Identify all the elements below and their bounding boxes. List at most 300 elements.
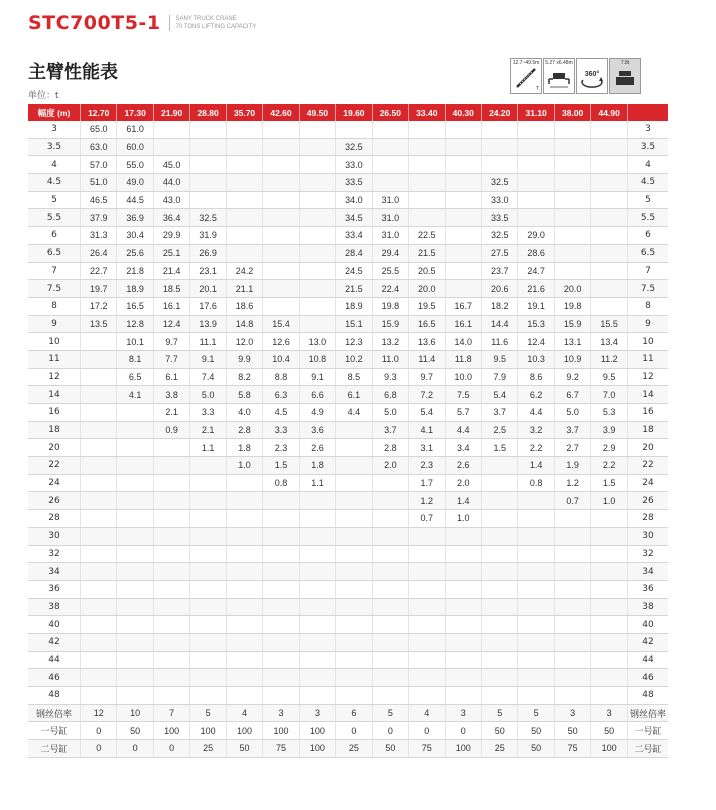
- radius-cell: 3.5: [28, 138, 81, 156]
- load-cell: 44.5: [117, 191, 153, 209]
- load-cell: 49.0: [117, 174, 153, 192]
- load-cell: [190, 457, 226, 475]
- load-cell: [372, 474, 408, 492]
- load-cell: [554, 209, 590, 227]
- load-cell: [518, 156, 554, 174]
- load-cell: [336, 421, 372, 439]
- load-cell: 5: [518, 704, 554, 722]
- load-cell: 25: [190, 740, 226, 758]
- load-cell: 33.4: [336, 227, 372, 245]
- load-cell: 0: [153, 740, 189, 758]
- radius-cell: 34: [28, 563, 81, 581]
- load-cell: [263, 510, 299, 528]
- load-cell: 1.7: [409, 474, 445, 492]
- radius-cell: 4: [28, 156, 81, 174]
- radius-cell: 18: [28, 421, 81, 439]
- load-cell: [481, 633, 517, 651]
- load-cell: [226, 121, 262, 138]
- load-cell: 5.0: [554, 404, 590, 422]
- radius-cell: 6: [28, 227, 81, 245]
- load-cell: 29.0: [518, 227, 554, 245]
- unit-label: 单位：t: [28, 91, 59, 101]
- load-cell: [299, 315, 335, 333]
- load-cell: [117, 421, 153, 439]
- load-cell: [81, 439, 117, 457]
- load-cell: [554, 527, 590, 545]
- load-cell: [299, 121, 335, 138]
- load-cell: 13.0: [299, 333, 335, 351]
- load-cell: 55.0: [117, 156, 153, 174]
- load-cell: 3.1: [409, 439, 445, 457]
- load-cell: [591, 651, 628, 669]
- load-cell: 12.4: [153, 315, 189, 333]
- config-icons: [510, 58, 642, 94]
- table-row: [28, 439, 668, 457]
- load-cell: [591, 244, 628, 262]
- load-cell: [554, 138, 590, 156]
- load-cell: 33.5: [336, 174, 372, 192]
- load-cell: [481, 669, 517, 687]
- load-cell: [81, 386, 117, 404]
- boom-length-header: 40.30: [445, 104, 481, 121]
- load-cell: 12.6: [263, 333, 299, 351]
- load-cell: 13.5: [81, 315, 117, 333]
- load-cell: [226, 191, 262, 209]
- counterweight-label: 7.8t: [620, 60, 630, 66]
- table-header-row: [28, 104, 668, 121]
- load-cell: 27.5: [481, 244, 517, 262]
- load-cell: [591, 616, 628, 634]
- load-cell: 12: [81, 704, 117, 722]
- rotation-360-icon: [576, 58, 608, 94]
- load-cell: 63.0: [81, 138, 117, 156]
- load-cell: 1.0: [445, 510, 481, 528]
- load-cell: [518, 527, 554, 545]
- load-cell: [117, 439, 153, 457]
- load-cell: [226, 474, 262, 492]
- counterweight-icon: [609, 58, 641, 94]
- load-cell: 0: [409, 722, 445, 740]
- load-cell: 50: [372, 740, 408, 758]
- load-cell: 6.1: [153, 368, 189, 386]
- table-row: [28, 386, 668, 404]
- brand-header: [28, 12, 256, 34]
- load-cell: 7.0: [591, 386, 628, 404]
- load-cell: [153, 527, 189, 545]
- load-cell: 2.1: [153, 404, 189, 422]
- load-cell: [445, 262, 481, 280]
- radius-cell-right: 6: [628, 227, 669, 245]
- load-cell: 36.4: [153, 209, 189, 227]
- radius-cell: 38: [28, 598, 81, 616]
- load-cell: [591, 174, 628, 192]
- table-row: [28, 209, 668, 227]
- load-cell: 44.0: [153, 174, 189, 192]
- load-cell: 0: [81, 740, 117, 758]
- load-cell: [336, 563, 372, 581]
- load-cell: [299, 687, 335, 705]
- load-cell: 33.0: [336, 156, 372, 174]
- load-cell: [226, 669, 262, 687]
- table-row: [28, 457, 668, 475]
- boom-length-header: 31.10: [518, 104, 554, 121]
- load-cell: 50: [591, 722, 628, 740]
- boom-length-header: 28.80: [190, 104, 226, 121]
- radius-cell-right: 11: [628, 350, 669, 368]
- radius-cell-right: 42: [628, 633, 669, 651]
- load-cell: [153, 545, 189, 563]
- radius-cell-right: 3.5: [628, 138, 669, 156]
- load-cell: [299, 138, 335, 156]
- load-cell: [481, 580, 517, 598]
- load-cell: 10.9: [554, 350, 590, 368]
- load-cell: 28.6: [518, 244, 554, 262]
- load-cell: [117, 404, 153, 422]
- load-cell: [226, 580, 262, 598]
- load-cell: [117, 598, 153, 616]
- load-cell: 2.8: [226, 421, 262, 439]
- load-cell: [409, 651, 445, 669]
- table-row: [28, 333, 668, 351]
- load-cell: [554, 687, 590, 705]
- load-cell: 12.4: [518, 333, 554, 351]
- load-cell: 7.5: [445, 386, 481, 404]
- radius-cell-right: 40: [628, 616, 669, 634]
- load-cell: 18.2: [481, 297, 517, 315]
- boom-length-header: 35.70: [226, 104, 262, 121]
- load-cell: 14.0: [445, 333, 481, 351]
- boom-length-header: 21.90: [153, 104, 189, 121]
- load-cell: [226, 545, 262, 563]
- table-row: [28, 687, 668, 705]
- radius-cell: 40: [28, 616, 81, 634]
- brand-subtitle-line1: SANY TRUCK CRANE: [175, 16, 237, 22]
- load-cell: 3.8: [153, 386, 189, 404]
- radius-cell: 钢丝倍率: [28, 704, 81, 722]
- load-cell: [481, 616, 517, 634]
- load-cell: [336, 492, 372, 510]
- load-cell: [336, 545, 372, 563]
- load-cell: 0.8: [263, 474, 299, 492]
- load-cell: 5: [481, 704, 517, 722]
- load-cell: 75: [409, 740, 445, 758]
- load-cell: [409, 156, 445, 174]
- load-cell: [226, 510, 262, 528]
- load-cell: 6.7: [554, 386, 590, 404]
- load-cell: 1.0: [591, 492, 628, 510]
- load-cell: [299, 156, 335, 174]
- load-cell: [336, 616, 372, 634]
- load-cell: 7.9: [481, 368, 517, 386]
- load-cell: 50: [554, 722, 590, 740]
- load-cell: [299, 616, 335, 634]
- load-cell: [153, 633, 189, 651]
- load-cell: [299, 633, 335, 651]
- load-cell: 3.7: [372, 421, 408, 439]
- load-cell: 5.4: [481, 386, 517, 404]
- load-cell: [190, 156, 226, 174]
- load-cell: [153, 457, 189, 475]
- radius-cell: 4.5: [28, 174, 81, 192]
- load-cell: [481, 492, 517, 510]
- load-cell: [445, 563, 481, 581]
- load-cell: 16.5: [117, 297, 153, 315]
- load-cell: [336, 474, 372, 492]
- load-cell: 16.1: [445, 315, 481, 333]
- load-cell: 32.5: [190, 209, 226, 227]
- load-cell: [81, 510, 117, 528]
- load-cell: 50: [481, 722, 517, 740]
- load-cell: 13.2: [372, 333, 408, 351]
- table-row: [28, 315, 668, 333]
- load-cell: 9.9: [226, 350, 262, 368]
- load-cell: [554, 121, 590, 138]
- load-cell: 11.2: [591, 350, 628, 368]
- radius-cell-right: 38: [628, 598, 669, 616]
- load-cell: 15.5: [591, 315, 628, 333]
- load-cell: 18.5: [153, 280, 189, 298]
- radius-header: 幅度 (m): [28, 104, 81, 121]
- table-row: [28, 350, 668, 368]
- load-cell: [518, 545, 554, 563]
- load-cell: 5.7: [445, 404, 481, 422]
- brand-divider: [169, 15, 170, 31]
- load-cell: [591, 191, 628, 209]
- radius-cell: 30: [28, 527, 81, 545]
- load-cell: 2.1: [190, 421, 226, 439]
- load-cell: [554, 510, 590, 528]
- load-cell: 29.9: [153, 227, 189, 245]
- load-cell: [554, 227, 590, 245]
- load-cell: 37.9: [81, 209, 117, 227]
- load-cell: [372, 687, 408, 705]
- load-cell: 4.5: [263, 404, 299, 422]
- load-cell: [409, 669, 445, 687]
- load-cell: 16.1: [153, 297, 189, 315]
- radius-cell: 28: [28, 510, 81, 528]
- load-cell: 18.6: [226, 297, 262, 315]
- load-cell: 46.5: [81, 191, 117, 209]
- load-cell: [226, 244, 262, 262]
- load-cell: [299, 244, 335, 262]
- load-cell: 17.2: [81, 297, 117, 315]
- load-cell: 5.4: [409, 404, 445, 422]
- load-cell: [117, 492, 153, 510]
- load-cell: 2.6: [299, 439, 335, 457]
- load-cell: [226, 156, 262, 174]
- boom-length-header: 24.20: [481, 104, 517, 121]
- load-cell: 2.3: [409, 457, 445, 475]
- load-cell: [372, 492, 408, 510]
- load-cell: [372, 527, 408, 545]
- load-cell: [81, 421, 117, 439]
- load-cell: 15.1: [336, 315, 372, 333]
- load-cell: [591, 156, 628, 174]
- load-cell: [409, 527, 445, 545]
- radius-cell-right: 18: [628, 421, 669, 439]
- load-cell: [445, 545, 481, 563]
- load-cell: [263, 244, 299, 262]
- load-cell: [190, 616, 226, 634]
- load-cell: 11.6: [481, 333, 517, 351]
- load-cell: [190, 545, 226, 563]
- load-cell: [409, 633, 445, 651]
- load-cell: 33.5: [481, 209, 517, 227]
- load-cell: 6.6: [299, 386, 335, 404]
- load-cell: 1.2: [409, 492, 445, 510]
- load-cell: 2.8: [372, 439, 408, 457]
- radius-cell-right: 28: [628, 510, 669, 528]
- boom-length-label: 12.7~49.5m: [512, 60, 540, 66]
- load-cell: 2.0: [445, 474, 481, 492]
- load-cell: [226, 527, 262, 545]
- load-cell: 50: [518, 722, 554, 740]
- load-cell: [591, 580, 628, 598]
- load-cell: 31.0: [372, 191, 408, 209]
- table-row: [28, 722, 668, 740]
- load-cell: 75: [554, 740, 590, 758]
- radius-cell-right: 16: [628, 404, 669, 422]
- model-logo: STC700T5-1: [28, 12, 161, 34]
- load-cell: [481, 527, 517, 545]
- load-cell: 1.4: [518, 457, 554, 475]
- load-cell: [299, 510, 335, 528]
- load-cell: [336, 633, 372, 651]
- table-row: [28, 174, 668, 192]
- radius-cell-right: 10: [628, 333, 669, 351]
- load-cell: [481, 687, 517, 705]
- load-cell: [263, 280, 299, 298]
- load-cell: [81, 457, 117, 475]
- load-cell: 10.0: [445, 368, 481, 386]
- load-cell: 1.5: [263, 457, 299, 475]
- radius-cell: 44: [28, 651, 81, 669]
- load-cell: [263, 563, 299, 581]
- load-cell: [263, 262, 299, 280]
- load-cell: 2.9: [591, 439, 628, 457]
- radius-cell: 14: [28, 386, 81, 404]
- load-cell: 15.9: [554, 315, 590, 333]
- load-cell: [190, 174, 226, 192]
- table-row: [28, 244, 668, 262]
- load-cell: [117, 687, 153, 705]
- table-row: [28, 669, 668, 687]
- load-cell: 11.0: [372, 350, 408, 368]
- load-cell: [372, 598, 408, 616]
- load-cell: 9.7: [409, 368, 445, 386]
- radius-cell-right: 48: [628, 687, 669, 705]
- load-cell: [263, 669, 299, 687]
- load-cell: [481, 563, 517, 581]
- load-cell: 31.3: [81, 227, 117, 245]
- table-row: [28, 421, 668, 439]
- load-cell: 4.4: [336, 404, 372, 422]
- load-cell: [226, 227, 262, 245]
- load-cell: 14.8: [226, 315, 262, 333]
- load-cell: 16.5: [409, 315, 445, 333]
- load-cell: [299, 563, 335, 581]
- load-cell: 13.4: [591, 333, 628, 351]
- load-cell: 8.1: [117, 350, 153, 368]
- load-cell: [153, 510, 189, 528]
- load-cell: 1.9: [554, 457, 590, 475]
- radius-cell-right: 9: [628, 315, 669, 333]
- load-cell: [518, 138, 554, 156]
- radius-cell-right: 12: [628, 368, 669, 386]
- load-cell: [81, 598, 117, 616]
- load-cell: 25.6: [117, 244, 153, 262]
- load-cell: [591, 510, 628, 528]
- load-cell: 22.4: [372, 280, 408, 298]
- load-cell: 2.2: [518, 439, 554, 457]
- load-cell: [263, 156, 299, 174]
- load-cell: [372, 156, 408, 174]
- load-cell: [445, 633, 481, 651]
- load-cell: 6: [336, 704, 372, 722]
- load-cell: 4: [409, 704, 445, 722]
- radius-cell-right: 钢丝倍率: [628, 704, 669, 722]
- load-cell: 100: [299, 722, 335, 740]
- load-cell: [372, 138, 408, 156]
- load-cell: [117, 510, 153, 528]
- table-row: [28, 651, 668, 669]
- load-cell: [226, 633, 262, 651]
- load-cell: 12.3: [336, 333, 372, 351]
- load-cell: 32.5: [336, 138, 372, 156]
- load-cell: [591, 297, 628, 315]
- table-row: [28, 404, 668, 422]
- svg-text:T: T: [536, 86, 540, 92]
- boom-length-header: 19.60: [336, 104, 372, 121]
- load-cell: [263, 633, 299, 651]
- radius-cell-right: 二号缸: [628, 740, 669, 758]
- load-cell: 0: [117, 740, 153, 758]
- load-cell: 23.7: [481, 262, 517, 280]
- load-cell: 50: [518, 740, 554, 758]
- load-cell: [226, 209, 262, 227]
- load-cell: 13.1: [554, 333, 590, 351]
- load-cell: 100: [299, 740, 335, 758]
- load-cell: [190, 598, 226, 616]
- load-cell: [409, 545, 445, 563]
- radius-cell: 7.5: [28, 280, 81, 298]
- load-cell: [190, 510, 226, 528]
- load-cell: 3: [299, 704, 335, 722]
- load-cell: [226, 651, 262, 669]
- boom-length-header: 17.30: [117, 104, 153, 121]
- load-cell: 34.0: [336, 191, 372, 209]
- load-cell: [117, 580, 153, 598]
- load-cell: 28.4: [336, 244, 372, 262]
- load-cell: [153, 121, 189, 138]
- load-cell: [226, 174, 262, 192]
- table-row: [28, 121, 668, 138]
- radius-cell: 26: [28, 492, 81, 510]
- table-row: [28, 191, 668, 209]
- load-cell: [190, 527, 226, 545]
- load-cell: 17.6: [190, 297, 226, 315]
- load-cell: [518, 121, 554, 138]
- load-cell: 9.5: [481, 350, 517, 368]
- load-cell: [263, 598, 299, 616]
- load-cell: 10.8: [299, 350, 335, 368]
- load-cell: [518, 598, 554, 616]
- load-cell: 25.1: [153, 244, 189, 262]
- load-cell: [591, 527, 628, 545]
- load-cell: [518, 510, 554, 528]
- load-cell: [591, 563, 628, 581]
- load-cell: [445, 280, 481, 298]
